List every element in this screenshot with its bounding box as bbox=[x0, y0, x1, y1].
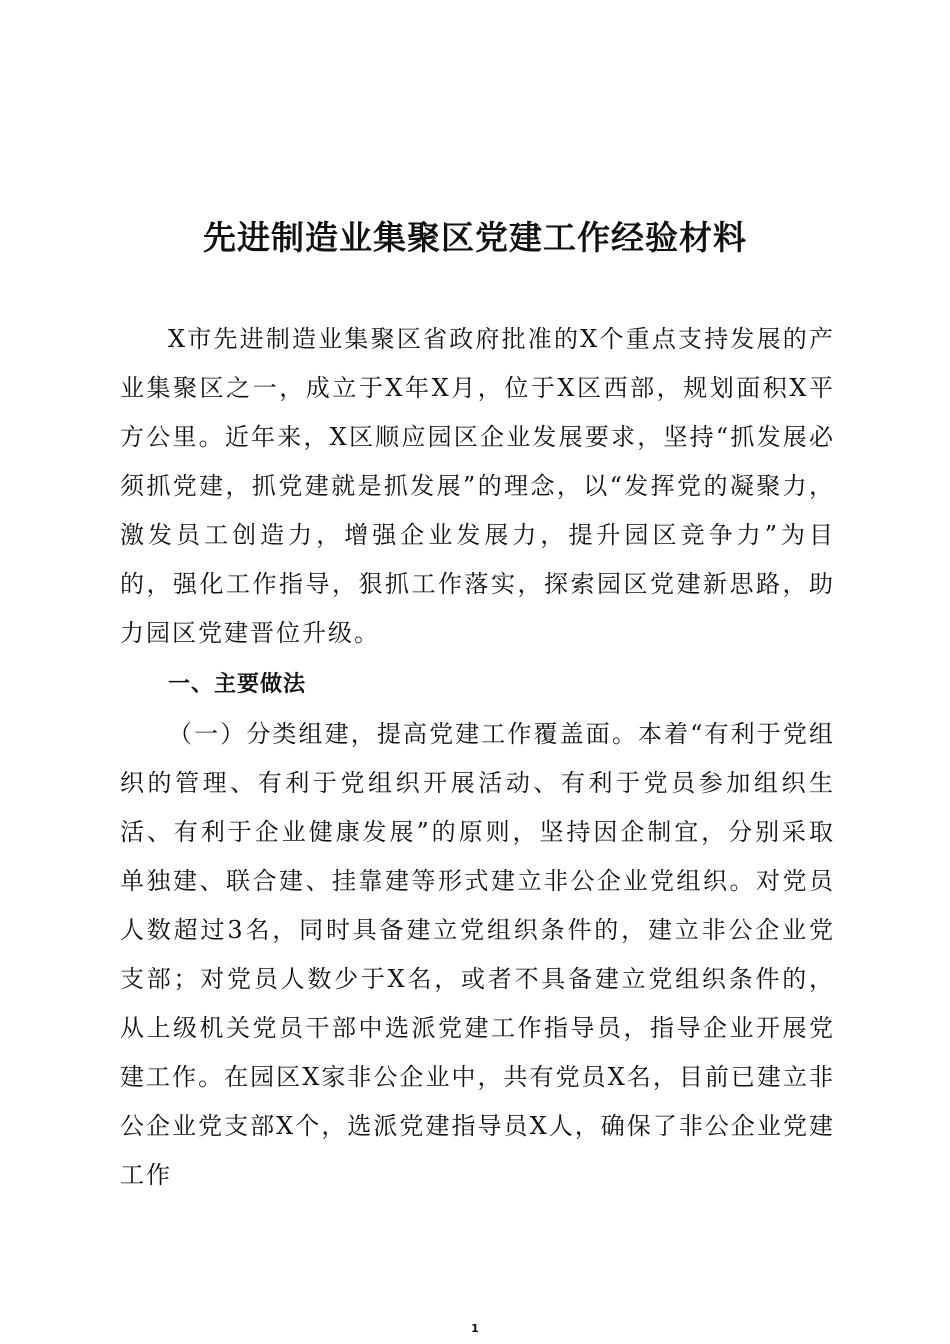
section-heading: 一、主要做法 bbox=[168, 672, 307, 697]
page-number: 1 bbox=[471, 1322, 479, 1335]
intro-paragraph: X市先进制造业集聚区省政府批准的X个重点支持发展的产业集聚区之一，成立于X年X月，位于X区西部，规划面积X平方公里。近年来，X区顺应园区企业发展要求，坚持“抓发展必须抓党建，抓党建就是抓发展”的理念，以“发挥党的凝聚力，激发员工创造力，增强企业发展力，提升园区竞争力”为目的，强化工作指导，狠抓工作落实，探索园区党建新思路，助力园区党建晋位升级。 bbox=[120, 325, 835, 647]
document-title: 先进制造业集聚区党建工作经验材料 bbox=[203, 218, 747, 257]
section-paragraph: （一）分类组建，提高党建工作覆盖面。本着“有利于党组织的管理、有利于党组织开展活动、有利于党员参加组织生活、有利于企业健康发展”的原则，坚持因企制宜，分别采取单独建、联合建、挂靠建等形式建立非公企业党组织。对党员人数超过3名，同时具备建立党组织条件的，建立非公企业党支部；对党员人数少于X名，或者不具备建立党组织条件的，从上级机关党员干部中选派党建工作指导员，指导企业开展党建工作。在园区X家非公企业中，共有党员X名，目前已建立非公企业党支部X个，选派党建指导员X人，确保了非公企业党建工作 bbox=[120, 720, 835, 1189]
